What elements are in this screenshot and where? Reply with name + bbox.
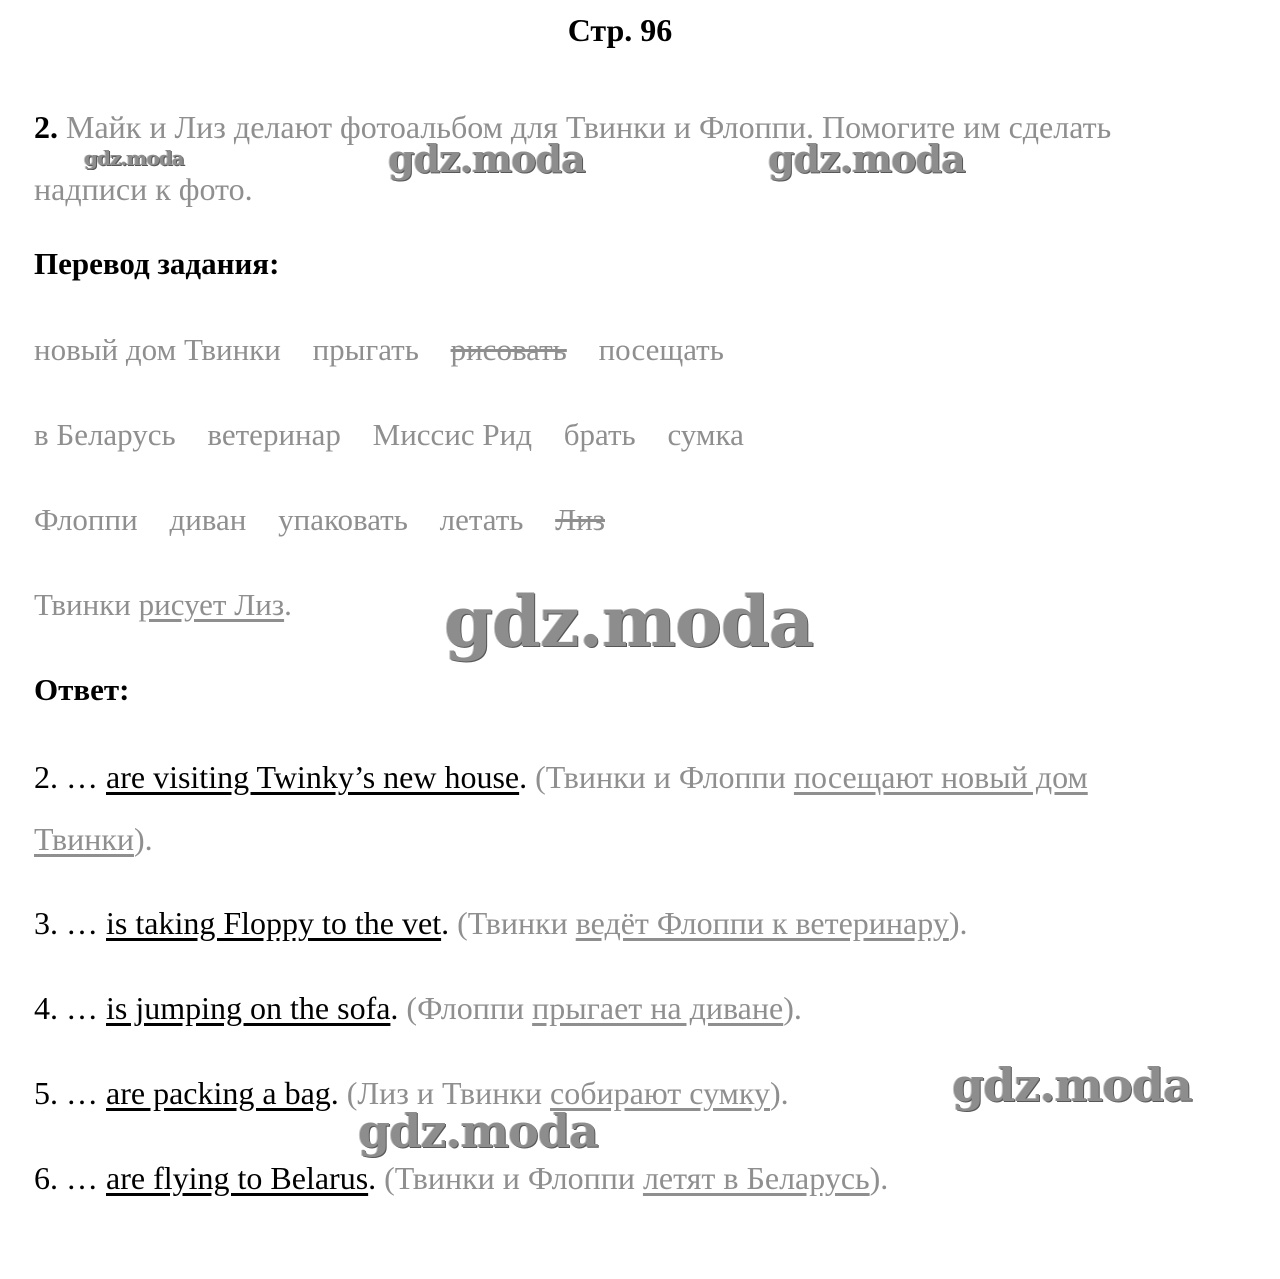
answer-russian-close: ).	[948, 905, 968, 941]
answer-number: 5. …	[34, 1075, 98, 1111]
answer-number: 6. …	[34, 1160, 98, 1196]
answer-russian-open: (Твинки	[457, 905, 576, 941]
word-box-item: посещать	[598, 332, 724, 367]
word-box-item: Миссис Рид	[372, 417, 533, 452]
answer-number: 3. …	[34, 905, 98, 941]
word-box-item-crossed: рисовать	[450, 332, 567, 367]
task-instruction: Майк и Лиз делают фотоальбом для Твинки и Флоппи. Помогите им сделать надписи к фото.	[34, 109, 1112, 207]
watermark: gdz.moda	[84, 146, 184, 170]
word-box-item-crossed: Лиз	[555, 502, 606, 537]
answer-item: 5. … are packing a bag. (Лиз и Твинки собирают сумку).	[34, 1075, 789, 1111]
word-box-item: диван	[169, 502, 247, 537]
example-sentence	[34, 587, 292, 623]
watermark: gdz.moda	[358, 1104, 598, 1158]
word-box-item: брать	[563, 417, 636, 452]
word-box-item: упаковать	[278, 502, 408, 537]
example-prefix: Твинки	[34, 587, 139, 622]
answer-russian-underlined: ведёт Флоппи к ветеринару	[575, 905, 949, 941]
answer-russian-underlined: посещают новый дом Твинки	[34, 759, 1088, 857]
watermark: gdz.moda	[768, 136, 965, 181]
word-box-item: Флоппи	[34, 502, 138, 537]
word-box-item: летать	[439, 502, 524, 537]
word-row-3	[34, 502, 629, 538]
answer-russian-open: (Лиз и Твинки	[346, 1075, 550, 1111]
watermark: gdz.moda	[388, 136, 585, 181]
answer-english: is taking Floppy to the vet	[106, 905, 442, 941]
answer-english: are visiting Twinky’s new house	[106, 759, 520, 795]
answer-russian-close: ).	[869, 1160, 889, 1196]
word-box-item: в Беларусь	[34, 417, 176, 452]
answer-russian-open: (Твинки и Флоппи	[535, 759, 794, 795]
word-row-1	[34, 332, 748, 368]
answer-english: are packing a bag	[106, 1075, 331, 1111]
task-number: 2.	[34, 109, 58, 145]
word-box-item: сумка	[667, 417, 744, 452]
watermark: gdz.moda	[952, 1058, 1192, 1112]
answer-russian-close: ).	[769, 1075, 789, 1111]
answer-heading: Ответ:	[34, 672, 130, 707]
answer-russian-underlined: собирают сумку	[550, 1075, 770, 1111]
answer-russian-underlined: прыгает на диване	[532, 990, 784, 1026]
translation-heading: Перевод задания:	[34, 246, 280, 281]
example-suffix: .	[284, 587, 292, 622]
word-box-item: прыгать	[312, 332, 419, 367]
word-row-2	[34, 417, 768, 453]
answer-russian-close: ).	[783, 990, 802, 1026]
word-box-item: новый дом Твинки	[34, 332, 281, 367]
answer-russian-open: (Твинки и Флоппи	[384, 1160, 643, 1196]
answer-english: is jumping on the sofa	[106, 990, 391, 1026]
page-title: Стр. 96	[567, 12, 673, 48]
word-box-item: ветеринар	[207, 417, 341, 452]
answer-russian-open: (Флоппи	[406, 990, 533, 1026]
answer-number: 2. …	[34, 759, 98, 795]
example-underlined: рисует Лиз	[138, 587, 285, 622]
answer-item: 4. … is jumping on the sofa. (Флоппи прыгает на диване).	[34, 990, 802, 1026]
answer-item: 3. … is taking Floppy to the vet. (Твинки ведёт Флоппи к ветеринару).	[34, 905, 968, 941]
answer-number: 4. …	[34, 990, 98, 1026]
answer-item: 6. … are flying to Belarus. (Твинки и Флоппи летят в Беларусь).	[34, 1160, 889, 1196]
answer-item: 2. … are visiting Twinky’s new house. (Твинки и Флоппи посещают новый дом Твинки).	[34, 759, 1088, 857]
answer-russian-close: ).	[133, 821, 153, 857]
answer-english: are flying to Belarus	[106, 1160, 369, 1196]
answer-russian-underlined: летят в Беларусь	[642, 1160, 870, 1196]
watermark: gdz.moda	[444, 580, 814, 663]
